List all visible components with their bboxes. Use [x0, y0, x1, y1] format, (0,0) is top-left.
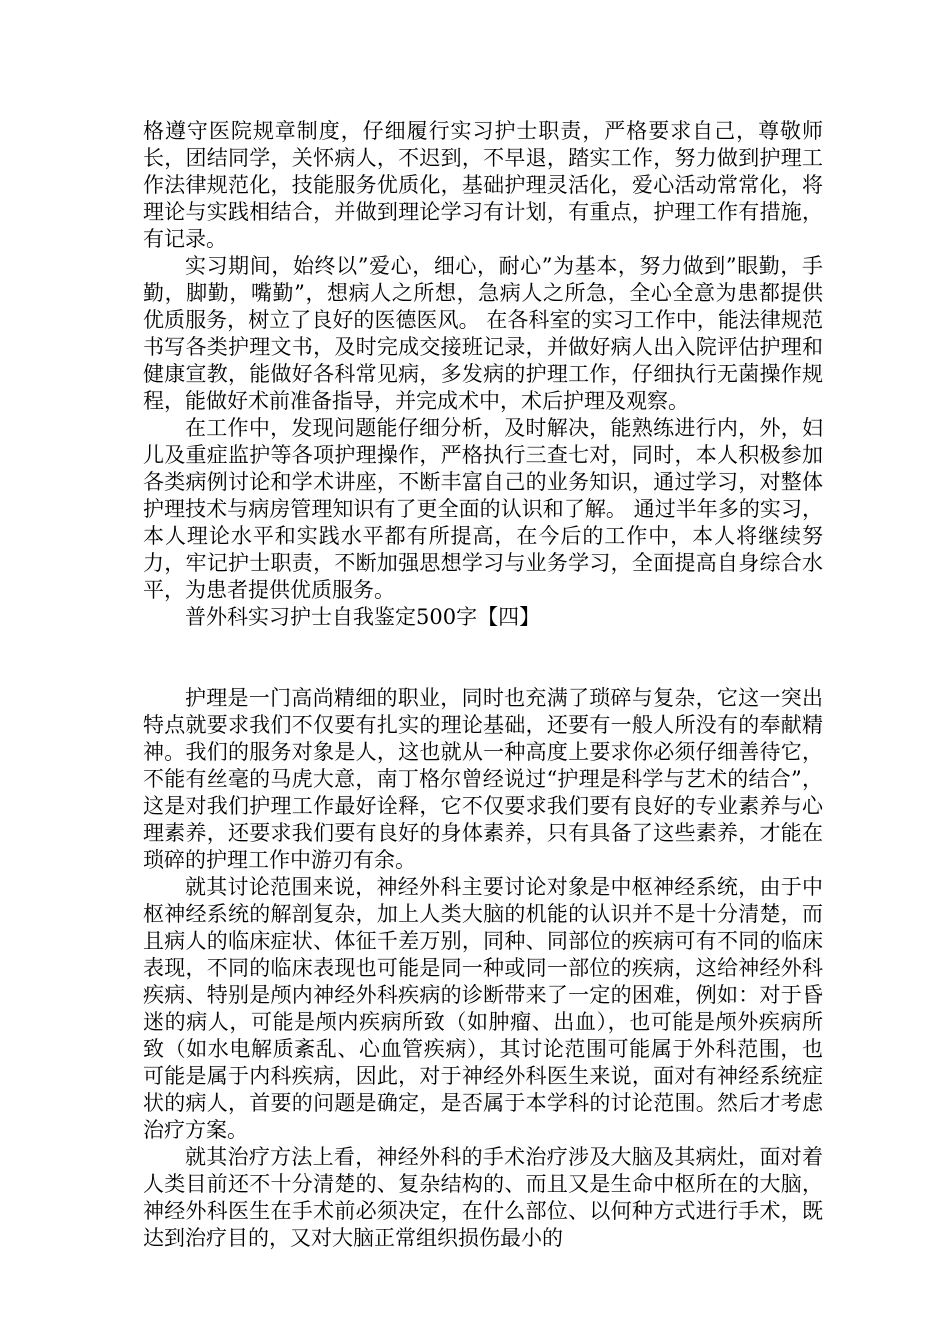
section-heading: 普外科实习护士自我鉴定500字【四】 [185, 605, 541, 629]
document-page [143, 118, 823, 1252]
blank-line [143, 631, 823, 685]
paragraph-continued: 格遵守医院规章制度，仔细履行实习护士职责，严格要求自己，尊敬师长，团结同学，关怀病人，不迟到，不早退，踏实工作，努力做到护理工作法律规范化，技能服务优质化，基础护理灵活化，爱心活动常常化，将理论与实践相结合，并做到理论学习有计划，有重点，护理工作有措施，有记录。 [143, 119, 823, 251]
paragraph-neurosurgery-treatment: 就其治疗方法上看，神经外科的手术治疗涉及大脑及其病灶，面对着人类目前还不十分清楚的、复杂结构的、而且又是生命中枢所在的大脑，神经外科医生在手术前必须决定，在什么部位、以何种方式进行手术，既达到治疗目的，又对大脑正常组织损伤最小的 [143, 1145, 823, 1250]
paragraph-internship-attitude: 实习期间，始终以”爱心，细心，耐心”为基本，努力做到”眼勤，手勤，脚勤，嘴勤”，想病人之所想，急病人之所急，全心全意为患都提供优质服务，树立了良好的医德医风。 在各科室的实习工作中，能法律规范书写各类护理文书，及时完成交接班记录，并做好病人出入院评估护理和健康宣教，能做好各科常见病，多发病的护理工作，仔细执行无菌操作规程，能做好术前准备指导，并完成术中，术后护理及观察。 [143, 254, 823, 413]
paragraph-nursing-profession: 护理是一门高尚精细的职业，同时也充满了琐碎与复杂，它这一突出特点就要求我们不仅要有扎实的理论基础，还要有一般人所没有的奉献精神。我们的服务对象是人，这也就从一种高度上要求你必须仔细善待它，不能有丝毫的马虎大意，南丁格尔曾经说过“护理是科学与艺术的结合”，这是对我们护理工作最好诠释，它不仅要求我们要有良好的专业素养与心理素养，还要求我们要有良好的身体素养，只有具备了这些素养，才能在琐碎的护理工作中游刃有余。 [143, 686, 823, 872]
paragraph-neurosurgery-scope: 就其讨论范围来说，神经外科主要讨论对象是中枢神经系统，由于中枢神经系统的解剖复杂，加上人类大脑的机能的认识并不是十分清楚，而且病人的临床症状、体征千差万别，同种、同部位的疾病可有不同的临床表现，不同的临床表现也可能是同一种或同一部位的疾病，这给神经外科疾病、特别是颅内神经外科疾病的诊断带来了一定的困难，例如：对于昏迷的病人，可能是颅内疾病所致（如肿瘤、出血），也可能是颅外疾病所致（如水电解质紊乱、心血管疾病），其讨论范围可能属于外科范围，也可能是属于内科疾病，因此，对于神经外科医生来说，面对有神经系统症状的病人，首要的问题是确定，是否属于本学科的讨论范围。然后才考虑治疗方案。 [143, 875, 823, 1142]
paragraph-work-summary: 在工作中，发现问题能仔细分析，及时解决，能熟练进行内，外，妇儿及重症监护等各项护理操作，严格执行三查七对，同时，本人积极参加各类病例讨论和学术讲座，不断丰富自己的业务知识，通过学习，对整体护理技术与病房管理知识有了更全面的认识和了解。 通过半年多的实习，本人理论水平和实践水平都有所提高，在今后的工作中，本人将继续努力，牢记护士职责，不断加强思想学习与业务学习，全面提高自身综合水平，为患者提供优质服务。 [143, 416, 823, 602]
